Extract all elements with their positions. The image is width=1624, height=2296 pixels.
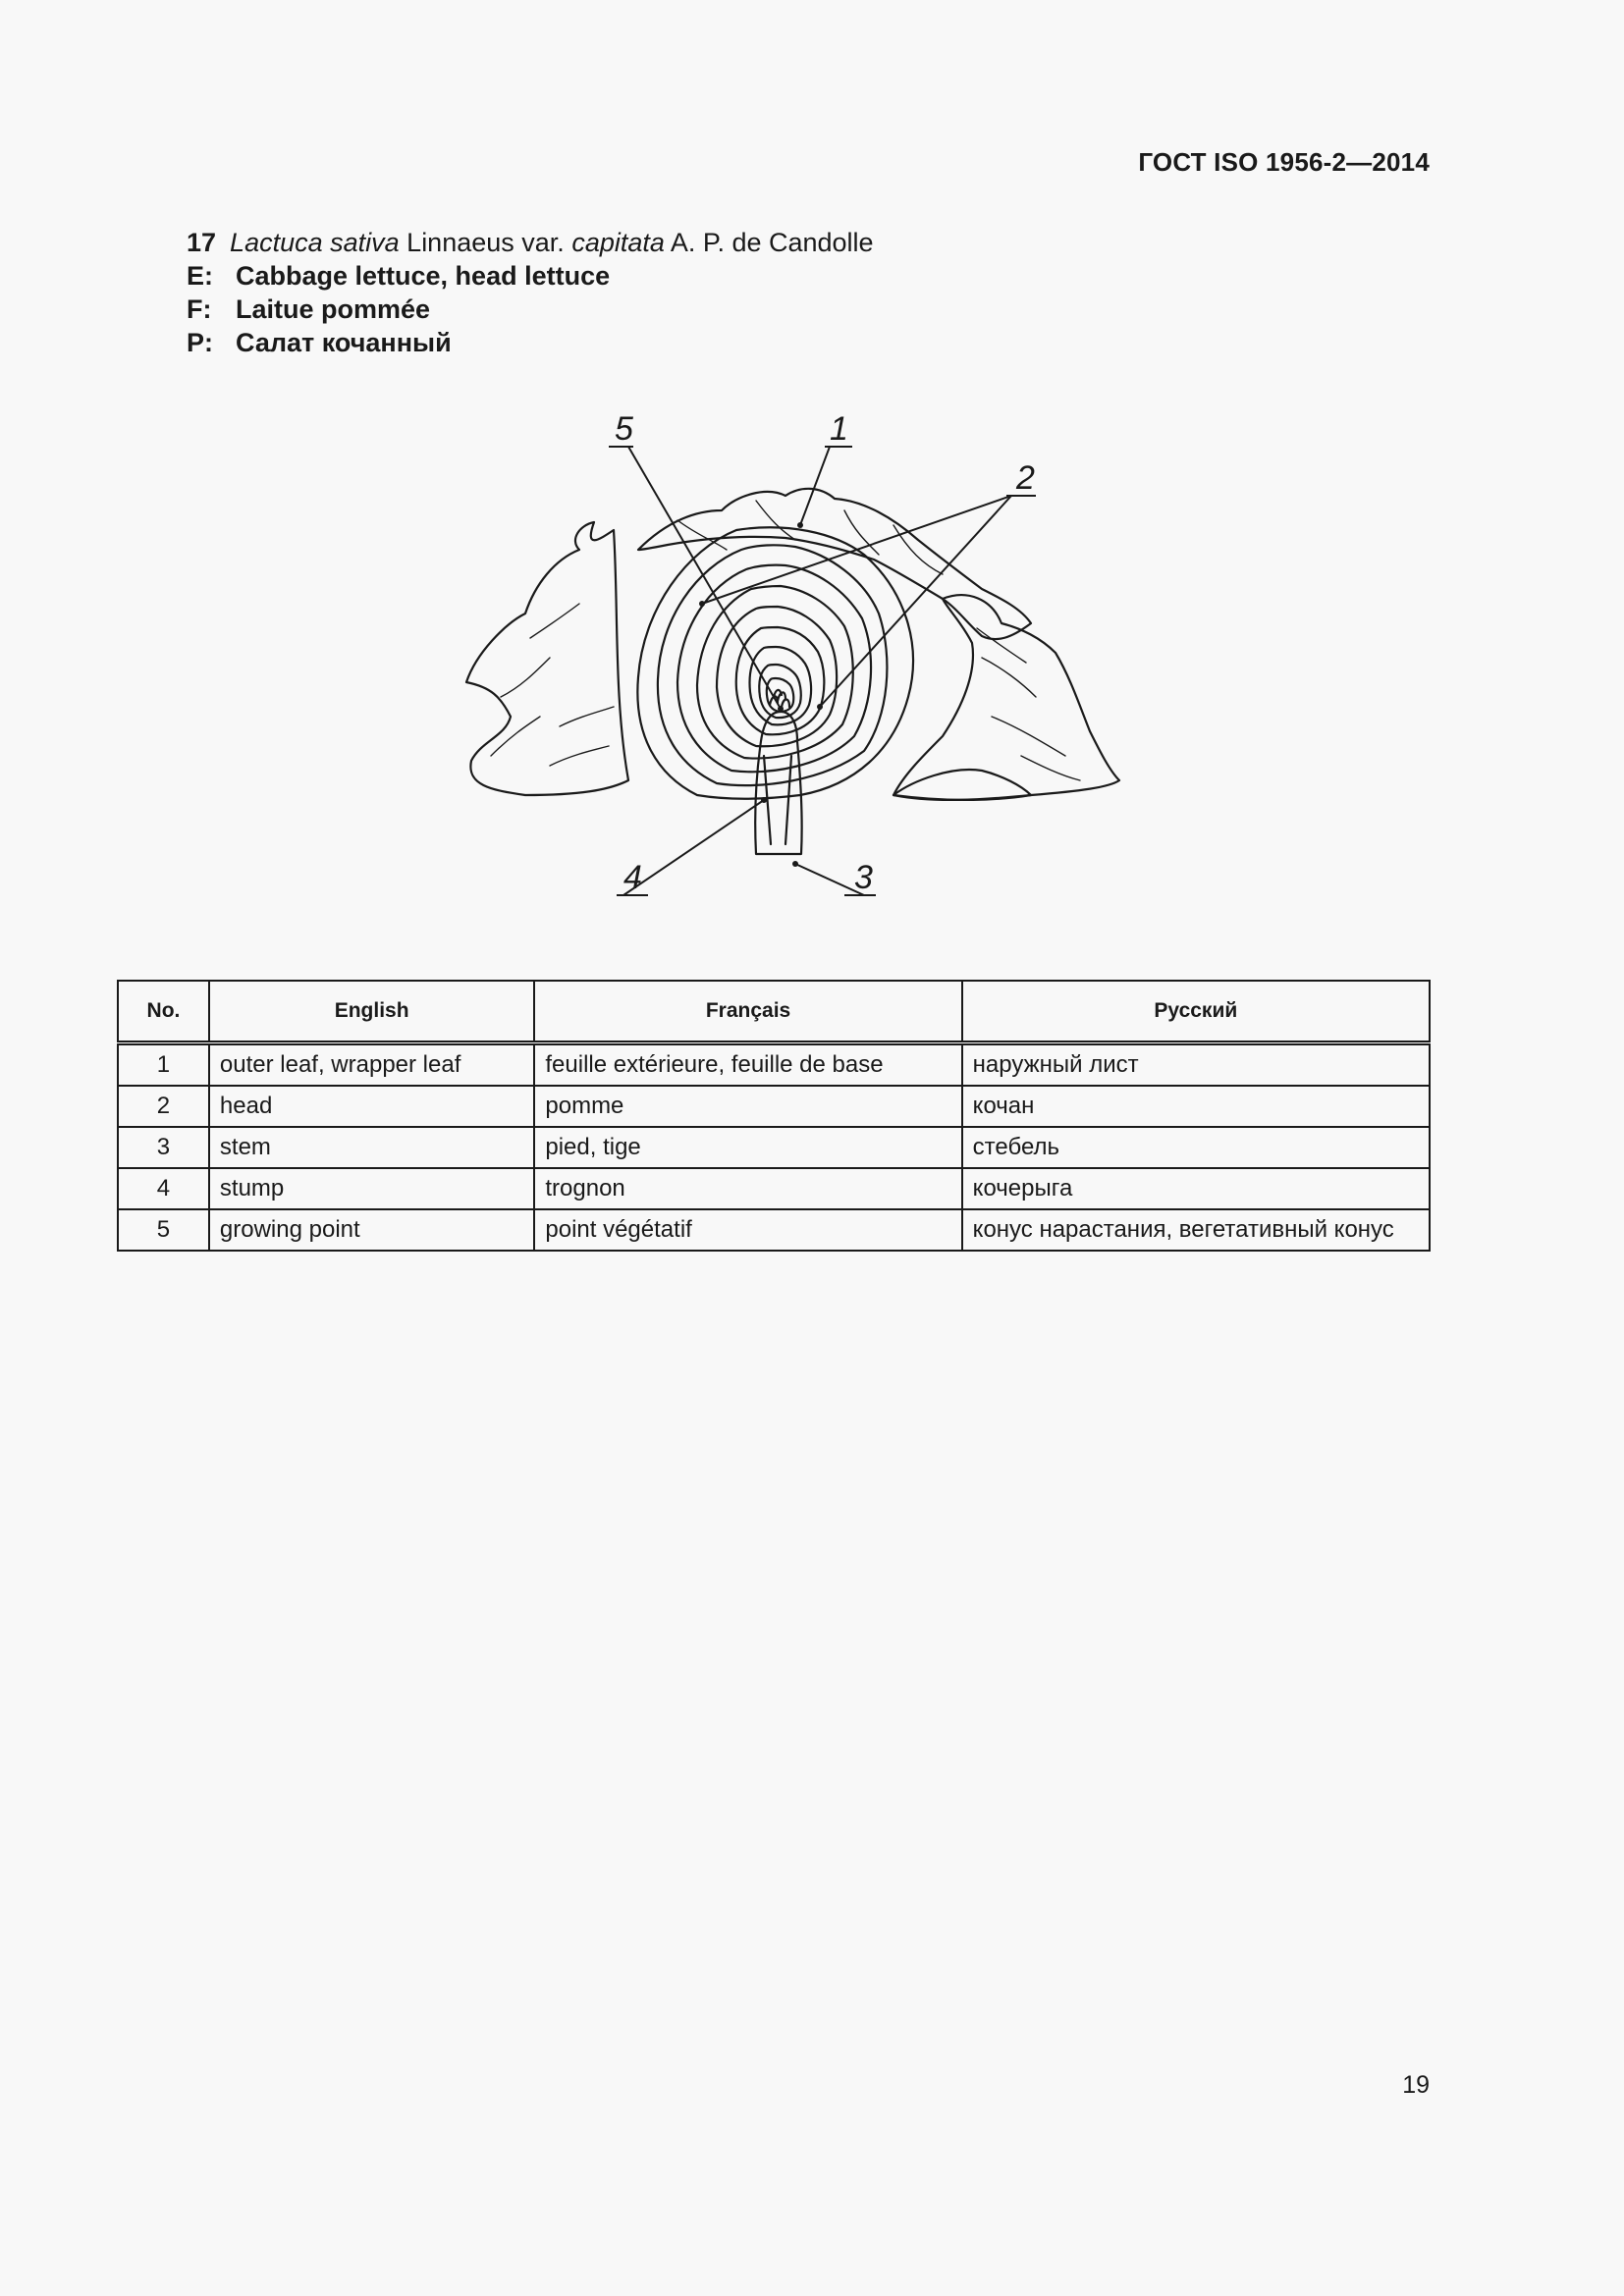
lower-right-outer-leaf xyxy=(893,770,1031,800)
row-number: 2 xyxy=(118,1086,209,1127)
column-header-english: English xyxy=(209,981,534,1043)
species-heading xyxy=(187,226,874,259)
common-name: Салат кочанный xyxy=(236,328,452,357)
callout-1: 1 xyxy=(830,410,848,448)
row-number: 5 xyxy=(118,1209,209,1251)
variety-author: A. P. de Candolle xyxy=(670,228,874,257)
language-code: E: xyxy=(187,261,213,291)
language-code: F: xyxy=(187,294,212,324)
column-header-number: No. xyxy=(118,981,209,1043)
common-name: Cabbage lettuce, head lettuce xyxy=(236,261,611,291)
head-layer-3 xyxy=(697,586,853,759)
leader-line-2a xyxy=(702,496,1011,604)
language-code: P: xyxy=(187,328,213,357)
french-term: pomme xyxy=(534,1086,961,1127)
english-term: outer leaf, wrapper leaf xyxy=(209,1043,534,1087)
table-header-row xyxy=(118,981,1430,1043)
leader-line-5 xyxy=(628,447,781,709)
table-row xyxy=(118,1127,1430,1168)
russian-term: стебель xyxy=(962,1127,1430,1168)
lettuce-cross-section-figure xyxy=(432,402,1198,923)
common-name-french xyxy=(187,293,874,326)
leader-line-4 xyxy=(623,800,764,895)
french-term: point végétatif xyxy=(534,1209,961,1251)
table-row xyxy=(118,1168,1430,1209)
column-header-russian: Русский xyxy=(962,981,1430,1043)
english-term: head xyxy=(209,1086,534,1127)
row-number: 1 xyxy=(118,1043,209,1087)
callout-3: 3 xyxy=(854,859,873,896)
growing-point-folds xyxy=(770,690,789,707)
russian-term: кочан xyxy=(962,1086,1430,1127)
species-author: Linnaeus var. xyxy=(406,228,565,257)
entry-number: 17 xyxy=(187,228,217,257)
species-variety: capitata xyxy=(571,228,665,257)
lettuce-drawing xyxy=(432,402,1198,923)
right-outer-leaf xyxy=(893,595,1119,800)
row-number: 3 xyxy=(118,1127,209,1168)
common-name-english xyxy=(187,259,874,293)
species-binomial: Lactuca sativa xyxy=(230,228,400,257)
french-term: pied, tige xyxy=(534,1127,961,1168)
table-row xyxy=(118,1086,1430,1127)
russian-term: наружный лист xyxy=(962,1043,1430,1087)
french-term: feuille extérieure, feuille de base xyxy=(534,1043,961,1087)
russian-term: кочерыга xyxy=(962,1168,1430,1209)
head-layer-2 xyxy=(677,565,871,773)
english-term: growing point xyxy=(209,1209,534,1251)
leader-line-1 xyxy=(800,447,830,525)
callout-4: 4 xyxy=(623,859,642,896)
french-term: trognon xyxy=(534,1168,961,1209)
standard-designation: ГОСТ ISO 1956-2—2014 xyxy=(1138,147,1430,177)
common-name-russian xyxy=(187,326,874,359)
row-number: 4 xyxy=(118,1168,209,1209)
table-row xyxy=(118,1043,1430,1087)
callout-5: 5 xyxy=(615,410,633,448)
left-outer-leaf xyxy=(466,522,628,795)
common-name: Laitue pommée xyxy=(236,294,431,324)
russian-term: конус нарастания, вегетативный конус xyxy=(962,1209,1430,1251)
column-header-french: Français xyxy=(534,981,961,1043)
terminology-table xyxy=(117,980,1431,1252)
english-term: stump xyxy=(209,1168,534,1209)
table-row xyxy=(118,1209,1430,1251)
page-number: 19 xyxy=(1402,2071,1430,2099)
leaf-veins xyxy=(491,501,1080,780)
callout-2: 2 xyxy=(1016,459,1035,497)
english-term: stem xyxy=(209,1127,534,1168)
species-entry xyxy=(187,226,874,359)
